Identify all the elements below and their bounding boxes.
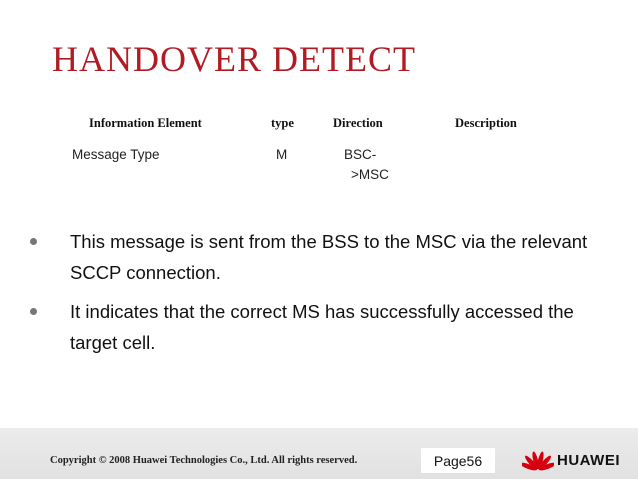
page-number: Page56 — [433, 453, 483, 469]
page-number-box — [421, 448, 495, 473]
bullet-item — [30, 226, 610, 288]
header-information-element: Information Element — [89, 116, 202, 130]
cell-type: M — [276, 147, 288, 162]
header-description: Description — [455, 116, 517, 130]
huawei-petals-icon — [522, 448, 554, 474]
slide-title: HANDOVER DETECT — [52, 39, 416, 79]
bullet-item — [30, 296, 610, 358]
cell-direction-line-2: >MSC — [351, 167, 389, 182]
cell-information-element: Message Type — [72, 147, 160, 162]
cell-direction-line-1: BSC- — [344, 147, 377, 162]
bullet-dot-icon — [30, 238, 37, 245]
footer-bar — [0, 428, 638, 479]
huawei-logo — [522, 448, 622, 474]
copyright-notice: Copyright © 2008 Huawei Technologies Co., Ltd. All rights reserved. — [50, 455, 358, 466]
header-type: type — [271, 116, 294, 130]
huawei-wordmark: HUAWEI — [557, 452, 620, 469]
bullet-list — [30, 226, 610, 366]
header-direction: Direction — [333, 116, 383, 130]
bullet-text: It indicates that the correct MS has successfully accessed the target cell. — [70, 301, 574, 353]
bullet-text: This message is sent from the BSS to the MSC via the relevant SCCP connection. — [70, 231, 588, 283]
bullet-dot-icon — [30, 308, 37, 315]
